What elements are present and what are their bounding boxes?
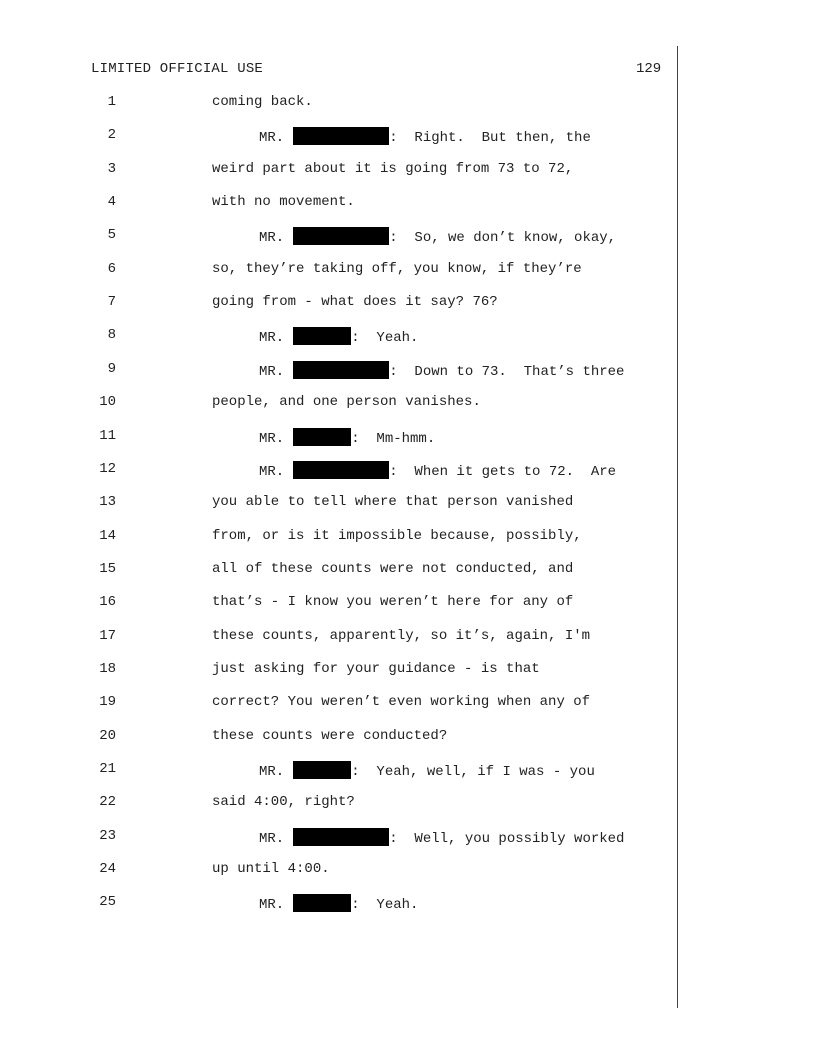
transcript-line [0,594,816,616]
transcript-line [0,194,816,216]
line-number: 17 [99,627,116,644]
line-content: all of these counts were not conducted, and [212,560,574,577]
line-number: 20 [99,727,116,744]
line-content: said 4:00, right? [212,794,355,811]
transcript-line [0,161,816,183]
redacted-name [293,894,351,912]
line-content: you able to tell where that person vanished [212,494,574,511]
speaker-prefix: MR. [259,330,285,347]
transcript-line [0,694,816,716]
line-content: so, they’re taking off, you know, if they’re [212,260,582,277]
line-content: these counts, apparently, so it’s, again, I'm [212,627,591,644]
line-text [212,861,330,877]
speaker-line [259,361,624,380]
line-number: 9 [107,360,116,377]
line-number: 23 [99,827,116,844]
line-number: 10 [99,394,116,411]
speaker-line [259,828,624,847]
line-content: : So, we don’t know, okay, [389,230,617,247]
line-number: 15 [99,560,116,577]
line-text [212,594,573,610]
line-content: : Well, you possibly worked [389,830,625,847]
line-content: : Down to 73. That’s three [389,363,625,380]
line-number: 12 [99,460,116,477]
line-content: going from - what does it say? 76? [212,294,498,311]
speaker-line [259,761,595,780]
transcript-line [0,728,816,750]
classification-header: LIMITED OFFICIAL USE [91,61,264,77]
line-text [212,194,355,210]
line-content: just asking for your guidance - is that [212,660,540,677]
line-content: : Right. But then, the [389,130,591,147]
line-content: from, or is it impossible because, possibly, [212,527,582,544]
redacted-name [293,428,351,446]
line-number: 5 [107,227,116,244]
line-number: 1 [107,94,116,110]
line-number: 8 [107,327,116,344]
transcript-line [0,628,816,650]
line-content: : Yeah. [351,330,419,347]
line-number: 13 [99,494,116,511]
redacted-name [293,828,389,846]
line-number: 11 [99,427,116,444]
speaker-prefix: MR. [259,897,285,914]
transcript-line [0,461,816,483]
line-text [212,694,590,710]
transcript-line [0,761,816,783]
speaker-prefix: MR. [259,764,285,780]
transcript-line [0,894,816,916]
line-content: : Mm-hmm. [351,430,436,447]
line-text [212,728,447,744]
line-number: 3 [107,160,116,177]
line-text [212,161,573,177]
line-content: that’s - I know you weren’t here for any of [212,594,574,611]
line-number: 24 [99,861,116,878]
line-number: 14 [99,527,116,544]
transcript-line [0,428,816,450]
line-text [212,494,573,510]
redacted-name [293,361,389,379]
line-number: 7 [107,294,116,311]
speaker-prefix: MR. [259,230,285,247]
line-content: up until 4:00. [212,861,330,878]
redacted-name [293,461,389,479]
speaker-line [259,327,418,346]
redacted-name [293,127,389,145]
transcript-line [0,528,816,550]
transcript-line [0,794,816,816]
speaker-prefix: MR. [259,130,285,147]
transcript-line [0,828,816,850]
page-number: 129 [636,61,662,77]
line-content: : When it gets to 72. Are [389,463,617,480]
redacted-name [293,761,351,779]
line-number: 6 [107,260,116,277]
line-content: coming back. [212,94,313,110]
line-text [212,394,481,410]
transcript-line [0,294,816,316]
line-content: with no movement. [212,194,355,211]
speaker-line [259,127,591,146]
transcript-line [0,94,816,116]
line-number: 25 [99,894,116,911]
speaker-prefix: MR. [259,830,285,847]
transcript-line [0,494,816,516]
line-number: 22 [99,794,116,811]
speaker-prefix: MR. [259,463,285,480]
line-text [212,528,582,544]
line-number: 2 [107,127,116,144]
line-content: correct? You weren’t even working when any of [212,694,591,711]
line-content: : Yeah. [351,897,419,914]
transcript-line [0,661,816,683]
speaker-prefix: MR. [259,430,285,447]
line-text [212,628,590,644]
transcript-line [0,561,816,583]
line-text [212,794,355,810]
line-number: 19 [99,694,116,711]
redacted-name [293,327,351,345]
speaker-line [259,227,616,246]
redacted-name [293,227,389,245]
line-text [212,294,498,310]
transcript-line [0,261,816,283]
speaker-line [259,461,616,480]
line-number: 16 [99,594,116,611]
speaker-line [259,894,418,913]
line-text [212,661,540,677]
line-content: weird part about it is going from 73 to 72, [212,160,574,177]
transcript-line [0,361,816,383]
transcript-line [0,327,816,349]
line-number: 21 [99,761,116,777]
line-number: 18 [99,660,116,677]
transcript-line [0,861,816,883]
line-content: these counts were conducted? [212,727,448,744]
line-number: 4 [107,194,116,211]
transcript-line [0,394,816,416]
line-text [212,94,313,110]
line-text [212,561,573,577]
transcript-line [0,227,816,249]
line-text [212,261,582,277]
speaker-line [259,428,435,447]
transcript-line [0,127,816,149]
line-content: people, and one person vanishes. [212,394,481,411]
line-content: : Yeah, well, if I was - you [351,764,595,780]
speaker-prefix: MR. [259,363,285,380]
